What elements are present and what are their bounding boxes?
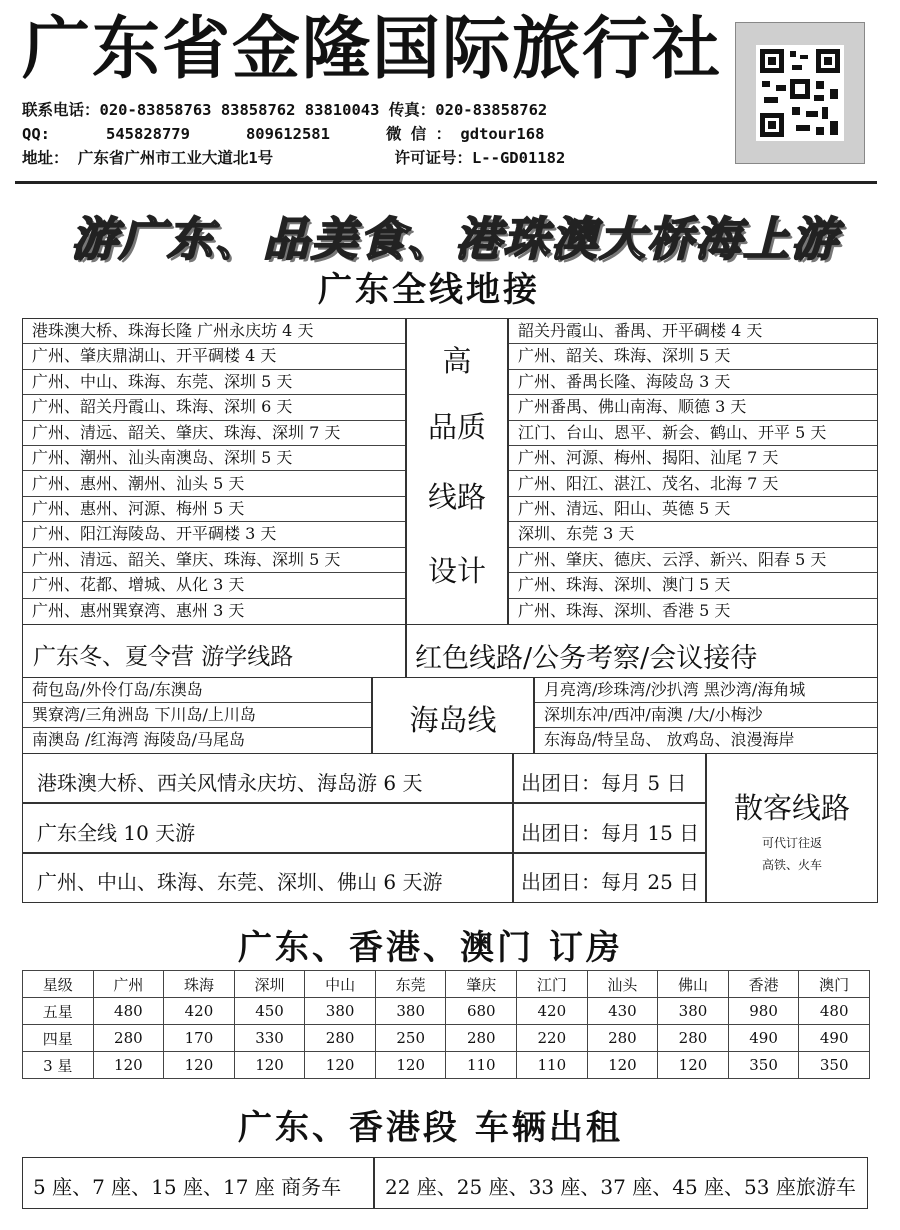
- island-lines: [22, 677, 878, 754]
- table-row: [23, 1025, 870, 1052]
- quality-text: 品质: [427, 410, 486, 444]
- right-routes: [509, 319, 877, 624]
- table-header-cell: 中山: [305, 971, 376, 998]
- contact-line: 地址： 广东省广州市工业大道北1号 许可证号：L--GD01182: [22, 149, 566, 167]
- table-cell: 220: [517, 1025, 588, 1052]
- contact-line: QQ: 545828779 809612581 微 信 ： gdtour168: [22, 125, 545, 143]
- route-item: 广州、花都、增城、从化 3 天: [23, 573, 405, 598]
- qr-code-icon: [756, 45, 844, 141]
- table-cell: 380: [305, 998, 376, 1025]
- route-item: 广州、潮州、汕头南澳岛、深圳 5 天: [23, 446, 405, 471]
- divider: [512, 754, 514, 902]
- contact-line: 联系电话：020-83858763 83858762 83810043 传真：020-83858762: [22, 101, 548, 119]
- quality-text: 高: [442, 344, 472, 378]
- table-cell: 480: [799, 998, 870, 1025]
- business-cars: 5 座、7 座、15 座、17 座 商务车: [33, 1175, 342, 1199]
- table-header-cell: 香港: [728, 971, 799, 998]
- island-item: 东海岛/特呈岛、 放鸡岛、浪漫海岸: [544, 730, 795, 749]
- route-item: 广州、阳江海陵岛、开平碉楼 3 天: [23, 522, 405, 547]
- route-item: 广州、珠海、深圳、香港 5 天: [518, 600, 731, 620]
- route-item: 江门、台山、恩平、新会、鹤山、开平 5 天: [509, 421, 877, 446]
- quality-text: 设计: [427, 554, 486, 588]
- scattered-routes: [22, 753, 878, 903]
- route-item: 广州、惠州、潮州、汕头 5 天: [23, 472, 405, 497]
- island-item: 巽寮湾/三角洲岛 下川岛/上川岛: [23, 703, 371, 728]
- ticket-note: 高铁、火车: [761, 858, 822, 872]
- route-name: 广东全线 10 天游: [37, 821, 196, 845]
- table-cell: 380: [375, 998, 446, 1025]
- table-cell: 280: [587, 1025, 658, 1052]
- slogan: 游广东、品美食、港珠澳大桥海上游: [71, 212, 839, 266]
- route-item: 广州、中山、珠海、东莞、深圳 5 天: [23, 370, 405, 395]
- table-header-cell: 江门: [517, 971, 588, 998]
- tour-buses: 22 座、25 座、33 座、37 座、45 座、53 座旅游车: [385, 1175, 856, 1199]
- route-name: 港珠澳大桥、西关风情永庆坊、海岛游 6 天: [37, 771, 423, 795]
- scattered-title: 散客线路: [733, 791, 850, 825]
- table-header-cell: 汕头: [587, 971, 658, 998]
- car-heading: 广东、香港段 车辆出租: [238, 1108, 623, 1148]
- table-cell: 280: [93, 1025, 164, 1052]
- camp-routes: 广东冬、夏令营 游学线路: [33, 644, 294, 670]
- island-item: 南澳岛 /红海湾 海陵岛/马尾岛: [32, 730, 245, 749]
- table-cell: 120: [164, 1052, 235, 1079]
- table-cell: 430: [587, 998, 658, 1025]
- table-cell: 480: [93, 998, 164, 1025]
- car-rental-table: [22, 1157, 868, 1209]
- header-divider: [15, 181, 877, 184]
- depart-date: 出团日：每月 5 日: [521, 771, 687, 795]
- table-cell: 450: [234, 998, 305, 1025]
- route-item: 广州、肇庆鼎湖山、开平碉楼 4 天: [23, 344, 405, 369]
- table-cell: 110: [446, 1052, 517, 1079]
- route-item: 广州、韶关、珠海、深圳 5 天: [509, 344, 877, 369]
- route-item: 广州、阳江、湛江、茂名、北海 7 天: [509, 472, 877, 497]
- table-cell: 680: [446, 998, 517, 1025]
- ticket-note: 可代订往返: [761, 836, 822, 850]
- route-name: 广州、中山、珠海、东莞、深圳、佛山 6 天游: [37, 870, 443, 894]
- table-cell: 120: [658, 1052, 729, 1079]
- route-item: 广州、惠州、河源、梅州 5 天: [23, 497, 405, 522]
- left-routes: [23, 319, 405, 624]
- table-cell: 350: [728, 1052, 799, 1079]
- qr-code-image: [735, 22, 865, 164]
- table-cell: 380: [658, 998, 729, 1025]
- table-header-row: [23, 971, 870, 998]
- route-item: 韶关丹霞山、番禺、开平碉楼 4 天: [509, 319, 877, 344]
- table-cell: 350: [799, 1052, 870, 1079]
- table-cell: 490: [799, 1025, 870, 1052]
- table-header-cell: 珠海: [164, 971, 235, 998]
- table-cell: 120: [93, 1052, 164, 1079]
- route-item: 港珠澳大桥、珠海长隆 广州永庆坊 4 天: [23, 319, 405, 344]
- quality-label: [407, 319, 507, 624]
- local-tours-table: [22, 318, 878, 625]
- table-header-cell: 肇庆: [446, 971, 517, 998]
- table-header-cell: 星级: [23, 971, 94, 998]
- table-row: [23, 1052, 870, 1079]
- island-title: 海岛线: [409, 703, 497, 737]
- table-cell: 五星: [23, 998, 94, 1025]
- scattered-title-box: [707, 754, 877, 902]
- route-item: 广州、韶关丹霞山、珠海、深圳 6 天: [23, 395, 405, 420]
- hotel-heading: 广东、香港、澳门 订房: [238, 928, 623, 968]
- route-item: 深圳、东莞 3 天: [509, 522, 877, 547]
- table-cell: 330: [234, 1025, 305, 1052]
- depart-date: 出团日：每月 25 日: [521, 870, 700, 894]
- route-item: 广州、珠海、深圳、澳门 5 天: [509, 573, 877, 598]
- table-cell: 280: [305, 1025, 376, 1052]
- route-item: 广州、惠州巽寮湾、惠州 3 天: [32, 600, 245, 620]
- island-item: 深圳东冲/西冲/南澳 /大/小梅沙: [535, 703, 877, 728]
- divider: [23, 802, 705, 804]
- table-cell: 120: [375, 1052, 446, 1079]
- table-header-cell: 广州: [93, 971, 164, 998]
- table-cell: 490: [728, 1025, 799, 1052]
- route-item: 广州、清远、阳山、英德 5 天: [509, 497, 877, 522]
- table-row: [23, 998, 870, 1025]
- table-cell: 420: [164, 998, 235, 1025]
- company-title: 广东省金隆国际旅行社: [22, 10, 723, 89]
- local-tours-heading: 广东全线地接: [318, 270, 540, 310]
- table-cell: 120: [587, 1052, 658, 1079]
- quality-text: 线路: [427, 480, 486, 514]
- table-cell: 120: [234, 1052, 305, 1079]
- table-header-cell: 佛山: [658, 971, 729, 998]
- table-cell: 280: [658, 1025, 729, 1052]
- table-cell: 420: [517, 998, 588, 1025]
- table-cell: 3 星: [23, 1052, 94, 1079]
- table-header-cell: 深圳: [234, 971, 305, 998]
- route-item: 广州、河源、梅州、揭阳、汕尾 7 天: [509, 446, 877, 471]
- table-cell: 980: [728, 998, 799, 1025]
- island-item: 荷包岛/外伶仃岛/东澳岛: [23, 678, 371, 703]
- route-item: 广州番禺、佛山南海、顺德 3 天: [509, 395, 877, 420]
- hotel-price-table: [22, 970, 870, 1079]
- route-item: 广州、清远、韶关、肇庆、珠海、深圳 7 天: [23, 421, 405, 446]
- table-cell: 170: [164, 1025, 235, 1052]
- table-cell: 120: [305, 1052, 376, 1079]
- table-header-cell: 澳门: [799, 971, 870, 998]
- table-cell: 280: [446, 1025, 517, 1052]
- table-cell: 110: [517, 1052, 588, 1079]
- table-header-cell: 东莞: [375, 971, 446, 998]
- special-lines: [22, 624, 878, 678]
- island-item: 月亮湾/珍珠湾/沙扒湾 黑沙湾/海角城: [535, 678, 877, 703]
- route-item: 广州、番禺长隆、海陵岛 3 天: [509, 370, 877, 395]
- route-item: 广州、肇庆、德庆、云浮、新兴、阳春 5 天: [509, 548, 877, 573]
- table-cell: 四星: [23, 1025, 94, 1052]
- divider: [23, 852, 705, 854]
- table-cell: 250: [375, 1025, 446, 1052]
- red-routes: 红色线路/公务考察/会议接待: [415, 643, 758, 674]
- divider: [405, 625, 407, 677]
- depart-date: 出团日：每月 15 日: [521, 821, 700, 845]
- route-item: 广州、清远、韶关、肇庆、珠海、深圳 5 天: [23, 548, 405, 573]
- divider: [373, 1158, 375, 1208]
